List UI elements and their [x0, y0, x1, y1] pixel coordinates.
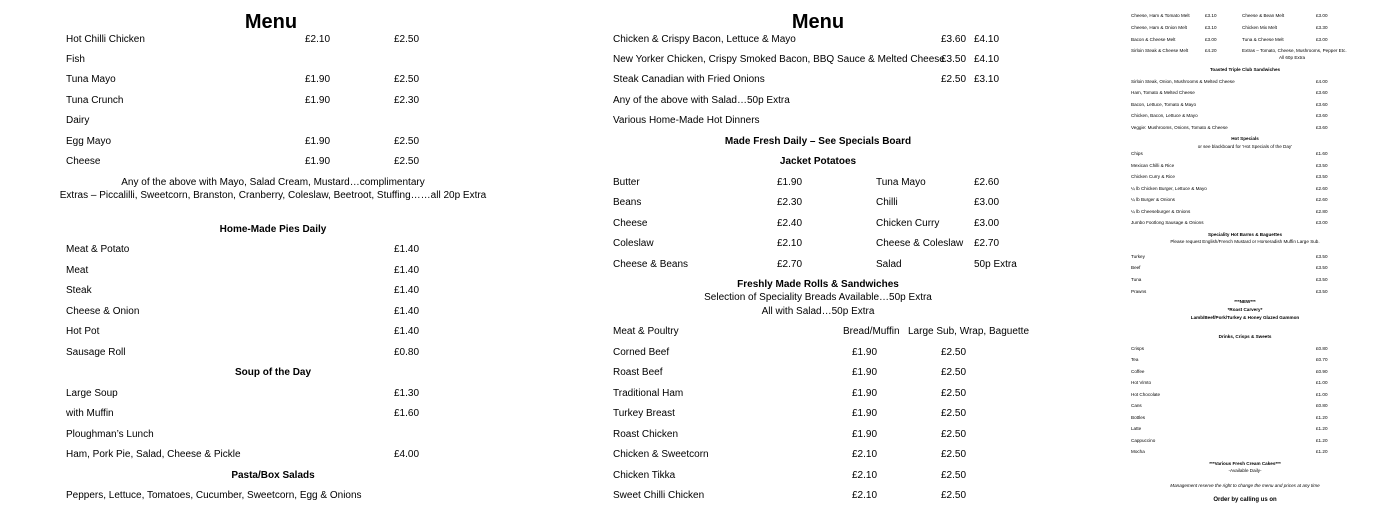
item-price: £1.40 [394, 326, 420, 337]
item-price: £2.50 [941, 429, 967, 440]
item-name: New Yorker Chicken, Crispy Smoked Bacon, BBQ Sauce & Melted Cheese [613, 54, 945, 65]
note-text: -Available Daily- [1228, 468, 1262, 473]
item-name: Coleslaw [613, 238, 654, 249]
note-text: Selection of Speciality Breads Available…50p Extra [704, 292, 932, 303]
item-price: £2.70 [974, 238, 1000, 249]
item-price: £0.90 [1316, 369, 1328, 374]
item-name: Chicken Tikka [613, 470, 676, 481]
item-name: Mocha [1131, 449, 1145, 454]
item-price: £2.40 [777, 218, 803, 229]
item-name: Bacon & Cheese Melt [1131, 37, 1176, 42]
item-name: Steak Canadian with Fried Onions [613, 74, 765, 85]
item-price: £3.60 [1316, 102, 1328, 107]
item-price: £2.10 [852, 449, 878, 460]
item-name: Chicken & Crispy Bacon, Lettuce & Mayo [613, 34, 796, 45]
section-heading: Speciality Hot Barms & Baguettes [1207, 232, 1283, 237]
item-price: £3.00 [1316, 220, 1328, 225]
item-name: Turkey [1131, 254, 1145, 259]
item-name: Tuna [1131, 277, 1142, 282]
item-price: £1.00 [1316, 380, 1328, 385]
section-heading: ***Various Fresh Cream Cakes*** [1209, 461, 1281, 466]
item-price: £2.50 [394, 136, 420, 147]
item-price: £3.00 [1316, 13, 1328, 18]
item-price: £1.90 [305, 156, 331, 167]
item-name: Peppers, Lettuce, Tomatoes, Cucumber, Sweetcorn, Egg & Onions [66, 490, 362, 501]
item-price: £1.90 [852, 367, 878, 378]
item-price: £3.60 [1316, 125, 1328, 130]
item-price: £2.10 [852, 490, 878, 501]
item-price: £1.20 [1316, 438, 1328, 443]
item-name: Cheese [613, 218, 648, 229]
item-price: £3.00 [974, 218, 1000, 229]
item-price: 50p Extra [974, 259, 1017, 270]
section-heading: Made Fresh Daily – See Specials Board [724, 136, 912, 147]
item-name: Beans [613, 197, 642, 208]
item-price: £1.40 [394, 285, 420, 296]
note-text: or see blackboard for ‘Hot Specials of the Day’ [1197, 144, 1293, 149]
item-price: £3.10 [1205, 13, 1217, 18]
item-price: £1.40 [394, 306, 420, 317]
item-name: Various Home-Made Hot Dinners [613, 115, 760, 126]
item-price: £1.40 [394, 244, 420, 255]
item-name: Cappuccino [1131, 438, 1156, 443]
item-name: Jumbo Footlong Sausage & Onions [1131, 220, 1204, 225]
item-name: Chips [1131, 151, 1143, 156]
item-price: £4.00 [1316, 79, 1328, 84]
item-price: £1.90 [777, 177, 803, 188]
item-price: £3.00 [1205, 37, 1217, 42]
section-heading: *Roast Carvery* [1227, 307, 1263, 312]
item-name: Cans [1131, 403, 1142, 408]
item-name: Bottles [1131, 415, 1146, 420]
item-price: £2.50 [941, 347, 967, 358]
item-price: Extras – Tomato, Cheese, Mushrooms, Pepper Etc. [1242, 48, 1347, 53]
item-name: Traditional Ham [613, 388, 684, 399]
item-name: Roast Beef [613, 367, 663, 378]
note-text: All with Salad…50p Extra [761, 306, 875, 317]
item-price: £0.70 [1316, 357, 1328, 362]
item-price: £1.90 [305, 74, 331, 85]
item-price: £1.90 [852, 388, 878, 399]
item-price: Large Sub, Wrap, Baguette [908, 326, 1030, 337]
item-price: £2.50 [941, 367, 967, 378]
section-heading: ***NEW*** [1234, 299, 1256, 304]
item-name: Cheese, Ham & Tomato Melt [1131, 13, 1190, 18]
item-price: £2.50 [941, 388, 967, 399]
item-price: £1.30 [394, 388, 420, 399]
item-name: Dairy [66, 115, 90, 126]
item-name: Ham, Tomato & Melted Cheese [1131, 90, 1195, 95]
note-text: Extras – Piccalilli, Sweetcorn, Branston, Cranberry, Coleslaw, Beetroot, Stuffing……all 20p Extra [59, 190, 487, 201]
left-menu-title: Menu [244, 11, 298, 33]
item-name: Hot Pot [66, 326, 100, 337]
item-name: Coffee [1131, 369, 1145, 374]
item-name: Hot Chilli Chicken [66, 34, 145, 45]
item-name: Meat & Poultry [613, 326, 679, 337]
item-price: Cheese & Coleslaw [876, 238, 964, 249]
item-price: £2.50 [941, 470, 967, 481]
item-price: £2.70 [777, 259, 803, 270]
note-text: Please request English/French Mustard or Horseradish Muffin Large Sub. [1170, 239, 1320, 244]
item-name: Chicken, Bacon, Lettuce & Mayo [1131, 113, 1198, 118]
item-name: ¼ lb Cheeseburger & Onions [1131, 209, 1191, 214]
item-name: Hot Chocolate [1131, 392, 1161, 397]
item-price: £3.10 [1205, 25, 1217, 30]
item-price: £1.20 [1316, 426, 1328, 431]
item-price: £1.90 [305, 95, 331, 106]
item-name: Ham, Pork Pie, Salad, Cheese & Pickle [66, 449, 241, 460]
item-price: £2.30 [777, 197, 803, 208]
item-price: Chicken Mix Melt [1242, 25, 1277, 30]
section-heading: Drinks, Crisps & Sweets [1218, 334, 1272, 339]
item-price: £2.50 [941, 449, 967, 460]
item-price: Tuna Mayo [876, 177, 926, 188]
item-name: Beef [1131, 265, 1141, 270]
item-price: £0.80 [1316, 346, 1328, 351]
item-price: £2.50 [394, 34, 420, 45]
item-price: £2.50 [394, 74, 420, 85]
item-name: Chicken & Sweetcorn [613, 449, 709, 460]
section-heading: Freshly Made Rolls & Sandwiches [737, 279, 899, 290]
item-name: Cheese & Beans [613, 259, 689, 270]
item-price: £2.10 [852, 470, 878, 481]
item-name: Crisps [1131, 346, 1145, 351]
item-name: Veggie: Mushrooms, Onions, Tomato & Cheese [1131, 125, 1228, 130]
item-price: £1.90 [305, 136, 331, 147]
note-text: Any of the above with Mayo, Salad Cream, Mustard…complimentary [121, 177, 425, 188]
item-price: £2.80 [1316, 209, 1328, 214]
item-price: £3.50 [1316, 163, 1328, 168]
item-price: £2.30 [394, 95, 420, 106]
item-name: Cheese, Ham & Onion Melt [1131, 25, 1187, 30]
item-price: Chilli [876, 197, 898, 208]
item-price: Salad [876, 259, 902, 270]
item-name: Egg Mayo [66, 136, 112, 147]
item-name: Sausage Roll [66, 347, 126, 358]
item-price: £3.50 [1316, 174, 1328, 179]
item-price: £2.60 [1316, 197, 1328, 202]
item-name: ¼ lb Chicken Burger, Lettuce & Mayo [1131, 186, 1207, 191]
item-price: £4.10 [974, 54, 1000, 65]
item-name: Chicken Curry & Rice [1131, 174, 1175, 179]
item-name: Butter [613, 177, 640, 188]
item-price: Chicken Curry [876, 218, 940, 229]
item-price: £3.30 [1316, 25, 1328, 30]
item-price: £2.50 [941, 490, 967, 501]
item-price: £4.20 [1205, 48, 1217, 53]
item-price: £1.20 [1316, 415, 1328, 420]
item-name: Tuna Crunch [66, 95, 124, 106]
item-name: Tea [1131, 357, 1139, 362]
item-price: £1.20 [1316, 449, 1328, 454]
item-name: Turkey Breast [613, 408, 675, 419]
item-price: £3.10 [974, 74, 1000, 85]
item-name: Mexican Chilli & Rice [1131, 163, 1175, 168]
item-price: £2.50 [394, 156, 420, 167]
item-price: £0.80 [1316, 403, 1328, 408]
item-price: £2.50 [941, 408, 967, 419]
item-price: £3.50 [941, 54, 967, 65]
item-price: £3.50 [1316, 265, 1328, 270]
item-name: Cheese [66, 156, 101, 167]
item-name: Hot Vimto [1131, 380, 1152, 385]
item-price: £1.00 [1316, 392, 1328, 397]
item-name: Corned Beef [613, 347, 670, 358]
item-name: ¼ lb Burger & Onions [1131, 197, 1175, 202]
item-name: Roast Chicken [613, 429, 679, 440]
item-price: Bread/Muffin [843, 326, 900, 337]
item-name: Latte [1131, 426, 1142, 431]
item-name: Large Soup [66, 388, 118, 399]
item-name: Fish [66, 54, 85, 65]
section-heading: Lamb/Beef/Pork/Turkey & Honey Glazed Gammon [1190, 315, 1300, 320]
section-heading: Toasted Triple Club Sandwiches [1209, 67, 1281, 72]
item-name: Prawns [1131, 289, 1147, 294]
item-price: All 60p Extra [1279, 55, 1306, 60]
item-price: £3.60 [1316, 113, 1328, 118]
section-heading: Pasta/Box Salads [231, 470, 315, 481]
item-name: Meat [66, 265, 89, 276]
item-price: £2.60 [974, 177, 1000, 188]
item-name: Sirloin Steak, Onion, Mushrooms & Melted Cheese [1131, 79, 1235, 84]
item-price: £1.40 [394, 265, 420, 276]
item-name: with Muffin [66, 408, 114, 419]
item-name: Sweet Chilli Chicken [613, 490, 705, 501]
item-price: £2.60 [1316, 186, 1328, 191]
item-name: Steak [66, 285, 92, 296]
item-price: £1.90 [852, 347, 878, 358]
item-price: £1.60 [1316, 151, 1328, 156]
item-price: £2.10 [305, 34, 331, 45]
item-price: Tuna & Cheese Melt [1242, 37, 1284, 42]
item-name: Cheese & Onion [66, 306, 140, 317]
item-price: £0.80 [394, 347, 420, 358]
item-price: £2.10 [777, 238, 803, 249]
item-name: Sirloin Steak & Cheese Melt [1131, 48, 1189, 53]
order-by-phone-text: Order by calling us on [1213, 497, 1277, 503]
item-price: £4.10 [974, 34, 1000, 45]
item-price: £1.90 [852, 408, 878, 419]
item-price: £4.00 [394, 449, 420, 460]
item-price: £3.50 [1316, 254, 1328, 259]
section-heading: Home-Made Pies Daily [219, 224, 327, 235]
section-heading: Soup of the Day [234, 367, 312, 378]
item-price: £3.00 [1316, 37, 1328, 42]
item-name: Meat & Potato [66, 244, 130, 255]
item-price: £1.60 [394, 408, 420, 419]
section-heading: Jacket Potatoes [779, 156, 857, 167]
item-price: £2.50 [941, 74, 967, 85]
item-price: £3.50 [1316, 277, 1328, 282]
section-heading: Hot Specials [1231, 136, 1259, 141]
item-price: £3.50 [1316, 289, 1328, 294]
item-price: £3.60 [1316, 90, 1328, 95]
item-name: Any of the above with Salad…50p Extra [613, 95, 790, 106]
item-price: £1.90 [852, 429, 878, 440]
item-name: Ploughman’s Lunch [66, 429, 154, 440]
item-price: £3.00 [974, 197, 1000, 208]
item-name: Bacon, Lettuce, Tomato & Mayo [1131, 102, 1197, 107]
disclaimer-text: Management reserve the right to change the menu and prices at any time [1170, 483, 1320, 488]
item-name: Tuna Mayo [66, 74, 116, 85]
item-price: £3.60 [941, 34, 967, 45]
item-price: Cheese & Bean Melt [1242, 13, 1285, 18]
middle-menu-title: Menu [791, 11, 845, 33]
